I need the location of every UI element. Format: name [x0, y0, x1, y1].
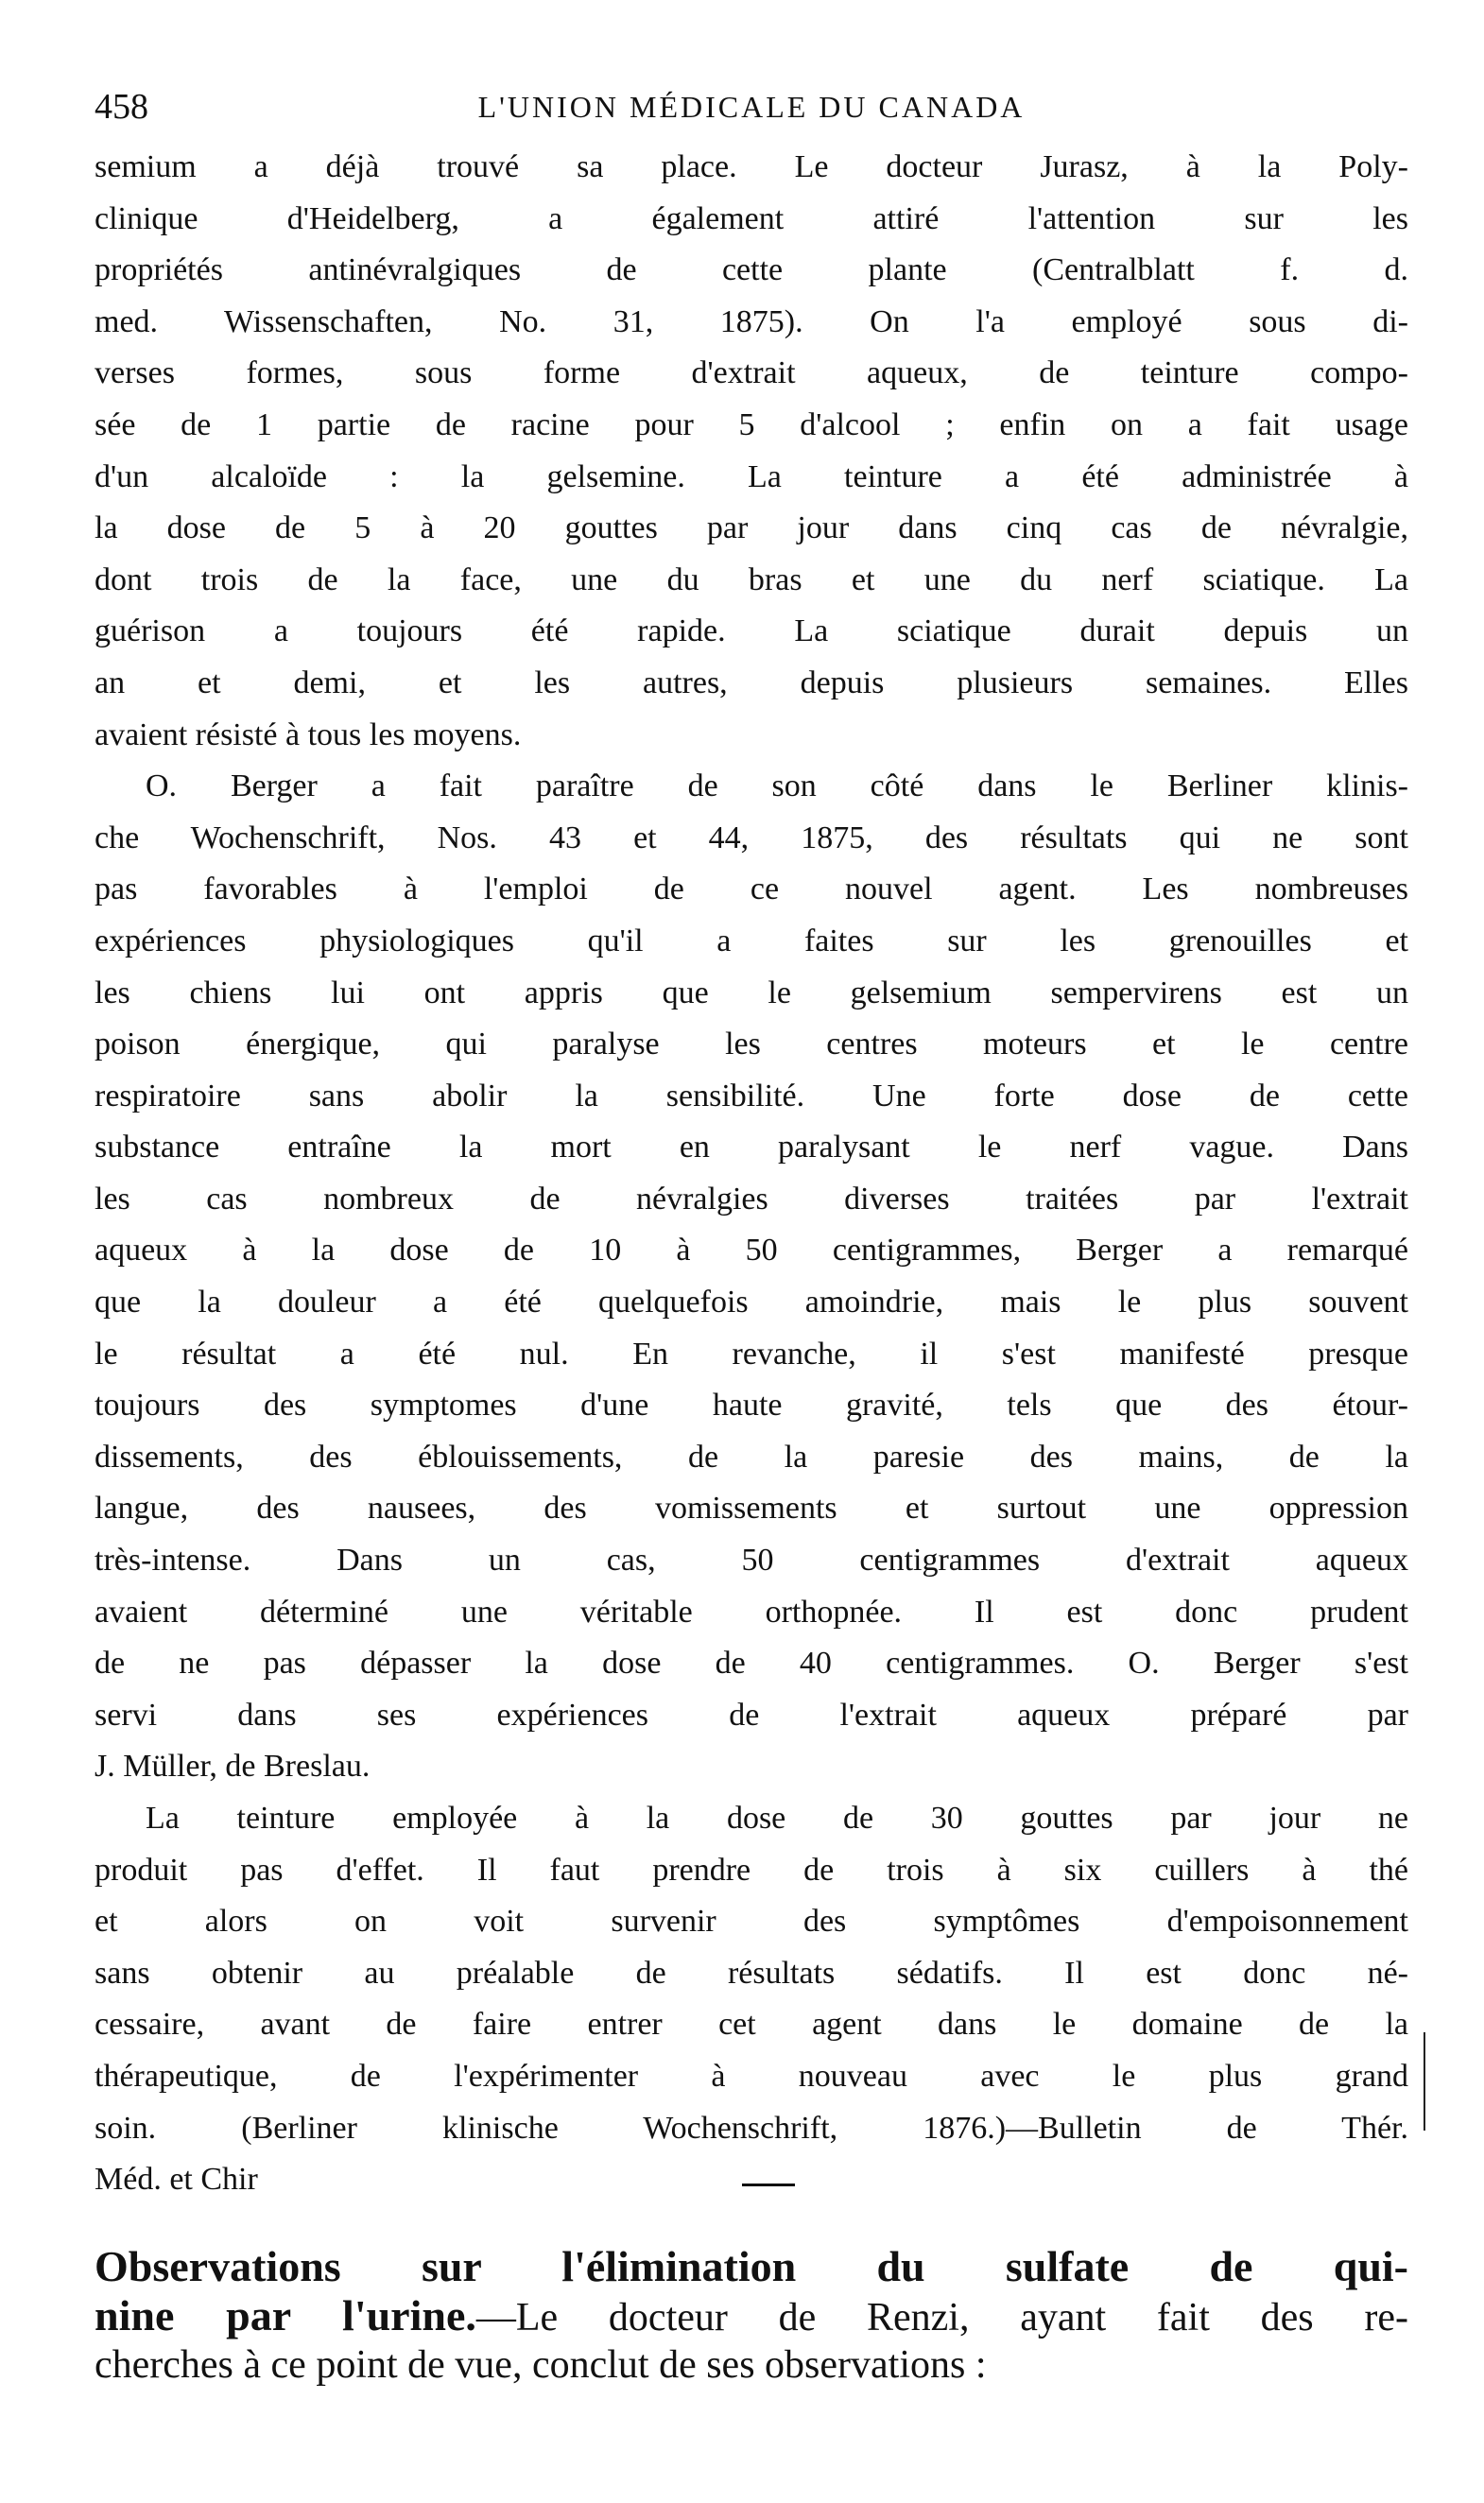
heading-bold-text: nine par l'urine. — [95, 2291, 476, 2339]
text-line: substance entraîne la mort en paralysant le nerf vague. Dans — [95, 1130, 1408, 1165]
heading-rest-text: —Le docteur de Renzi, ayant fait des re- — [475, 2296, 1408, 2339]
article-body — [95, 142, 1408, 2206]
text-line: med. Wissenschaften, No. 31, 1875). On l'a employé sous di- — [95, 303, 1408, 339]
text-line: expériences physiologiques qu'il a faites sur les grenouilles et — [95, 923, 1408, 958]
text-line: toujours des symptomes d'une haute gravité, tels que des étour- — [95, 1388, 1408, 1424]
text-line: langue, des nausees, des vomissements et surtout une oppression — [95, 1491, 1408, 1527]
text-line: an et demi, et les autres, depuis plusieurs semaines. Elles — [95, 665, 1408, 700]
text-line: très-intense. Dans un cas, 50 centigrammes d'extrait aqueux — [95, 1543, 1408, 1579]
text-line: de ne pas dépasser la dose de 40 centigrammes. O. Berger s'est — [95, 1646, 1408, 1682]
text-line: semium a déjà trouvé sa place. Le docteur Jurasz, à la Poly- — [95, 149, 1408, 184]
heading-line: cherches à ce point de vue, conclut de ses observations : — [95, 2343, 987, 2387]
text-line: sée de 1 partie de racine pour 5 d'alcool ; enfin on a fait usage — [95, 406, 1408, 442]
text-line: aqueux à la dose de 10 à 50 centigrammes, Berger a remarqué — [95, 1233, 1408, 1269]
section-divider — [742, 2184, 795, 2186]
text-line: che Wochenschrift, Nos. 43 et 44, 1875, des résultats qui ne sont — [95, 820, 1408, 855]
text-line: respiratoire sans abolir la sensibilité. Une forte dose de cette — [95, 1078, 1408, 1113]
text-line: la dose de 5 à 20 gouttes par jour dans cinq cas de névralgie, — [95, 510, 1408, 546]
text-line: thérapeutique, de l'expérimenter à nouveau avec le plus grand — [95, 2058, 1408, 2094]
text-line: avaient résisté à tous les moyens. — [95, 716, 522, 752]
text-line: les cas nombreux de névralgies diverses traitées par l'extrait — [95, 1181, 1408, 1217]
text-line: La teinture employée à la dose de 30 gouttes par jour ne — [146, 1801, 1408, 1836]
text-line: O. Berger a fait paraître de son côté dans le Berliner klinis- — [146, 768, 1408, 804]
text-line: avaient déterminé une véritable orthopnée. Il est donc prudent — [95, 1594, 1408, 1630]
text-line: propriétés antinévralgiques de cette plante (Centralblatt f. d. — [95, 252, 1408, 288]
text-line: dont trois de la face, une du bras et une du nerf sciatique. La — [95, 561, 1408, 597]
text-line: verses formes, sous forme d'extrait aqueux, de teinture compo- — [95, 355, 1408, 391]
text-line: pas favorables à l'emploi de ce nouvel agent. Les nombreuses — [95, 872, 1408, 907]
margin-mark — [1424, 2032, 1425, 2131]
text-line: guérison a toujours été rapide. La sciatique durait depuis un — [95, 613, 1408, 649]
text-line: servi dans ses expériences de l'extrait aqueux préparé par — [95, 1697, 1408, 1733]
text-line: dissements, des éblouissements, de la paresie des mains, de la — [95, 1439, 1408, 1475]
text-line: clinique d'Heidelberg, a également attiré l'attention sur les — [95, 200, 1408, 236]
running-title: L'UNION MÉDICALE DU CANADA — [477, 90, 1026, 124]
section-heading — [95, 2242, 1408, 2390]
text-line: sans obtenir au préalable de résultats sédatifs. Il est donc né- — [95, 1955, 1408, 1991]
text-line: Méd. et Chir — [95, 2162, 258, 2198]
text-line: soin. (Berliner klinische Wochenschrift, 1876.)—Bulletin de Thér. — [95, 2110, 1408, 2146]
text-line: poison énergique, qui paralyse les centres moteurs et le centre — [95, 1027, 1408, 1062]
text-line: J. Müller, de Breslau. — [95, 1749, 371, 1785]
text-line: produit pas d'effet. Il faut prendre de trois à six cuillers à thé — [95, 1852, 1408, 1888]
text-line: et alors on voit survenir des symptômes d'empoisonnement — [95, 1904, 1408, 1940]
text-line: les chiens lui ont appris que le gelsemium sempervirens est un — [95, 975, 1408, 1010]
text-line: d'un alcaloïde : la gelsemine. La teinture a été administrée à — [95, 458, 1408, 494]
text-line: que la douleur a été quelquefois amoindrie, mais le plus souvent — [95, 1285, 1408, 1321]
page-header — [95, 83, 1408, 130]
heading-line: Observations sur l'élimination du sulfate de qui- — [95, 2242, 1408, 2290]
heading-line — [95, 2291, 1408, 2340]
text-line: cessaire, avant de faire entrer cet agent dans le domaine de la — [95, 2007, 1408, 2043]
text-line: le résultat a été nul. En revanche, il s'est manifesté presque — [95, 1336, 1408, 1372]
page-number: 458 — [95, 87, 148, 127]
